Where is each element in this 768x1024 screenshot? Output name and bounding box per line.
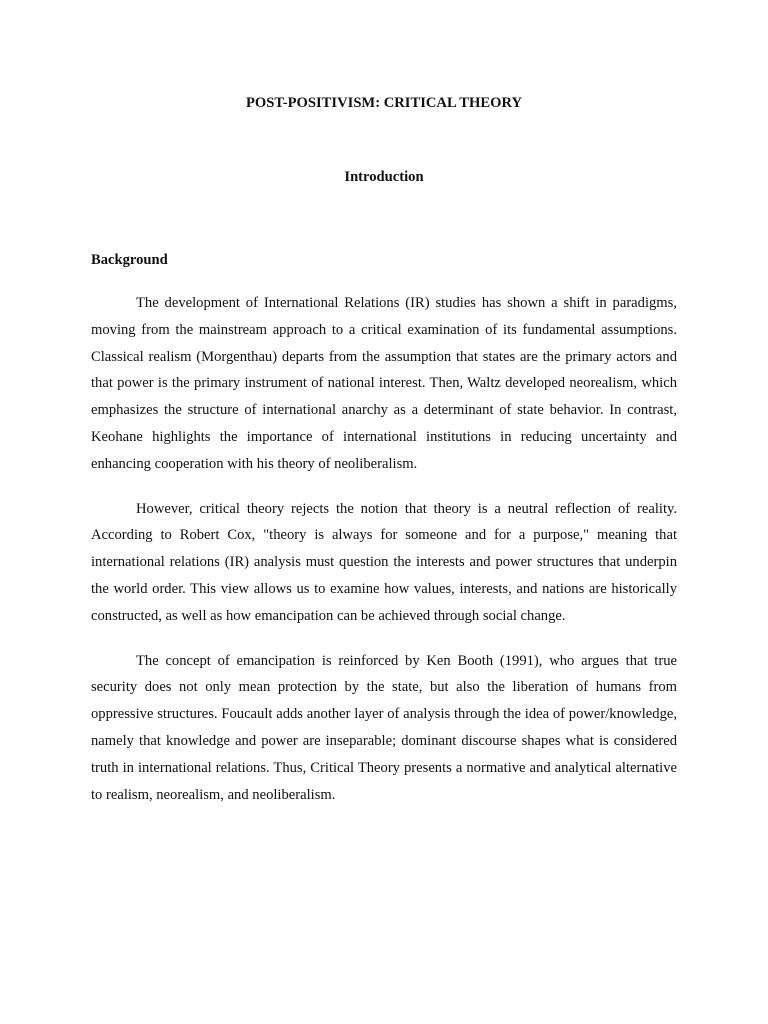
document-title: POST-POSITIVISM: CRITICAL THEORY (245, 95, 523, 111)
paragraph: The development of International Relations (IR) studies has shown a shift in paradigms, moving from the mainstream approach to a critical examination of its fundamental assumptions. Classical realism (Morgenthau) departs from the assumption that states are the primary actors and that power is the primary instrument of national interest. Then, Waltz developed neorealism, which emphasizes the structure of international anarchy as a determinant of state behavior. In contrast, Keohane highlights the importance of international institutions in reducing uncertainty and enhancing cooperation with his theory of neoliberalism. (91, 295, 677, 472)
paragraph: However, critical theory rejects the notion that theory is a neutral reflection of reality. According to Robert Cox, "theory is always for someone and for a purpose," meaning that international relations (IR) analysis must question the interests and power structures that underpin the world order. This view allows us to examine how values, interests, and nations are historically constructed, as well as how emancipation can be achieved through social change. (91, 500, 677, 624)
section-heading-introduction: Introduction (344, 169, 424, 185)
section-heading-background: Background (91, 252, 168, 268)
document-body (91, 290, 677, 826)
paragraph: The concept of emancipation is reinforced by Ken Booth (1991), who argues that true security does not only mean protection by the state, but also the liberation of humans from oppressive structures. Foucault adds another layer of analysis through the idea of power/knowledge, namely that knowledge and power are inseparable; dominant discourse shapes what is considered truth in international relations. Thus, Critical Theory presents a normative and analytical alternative to realism, neorealism, and neoliberalism. (91, 652, 677, 803)
